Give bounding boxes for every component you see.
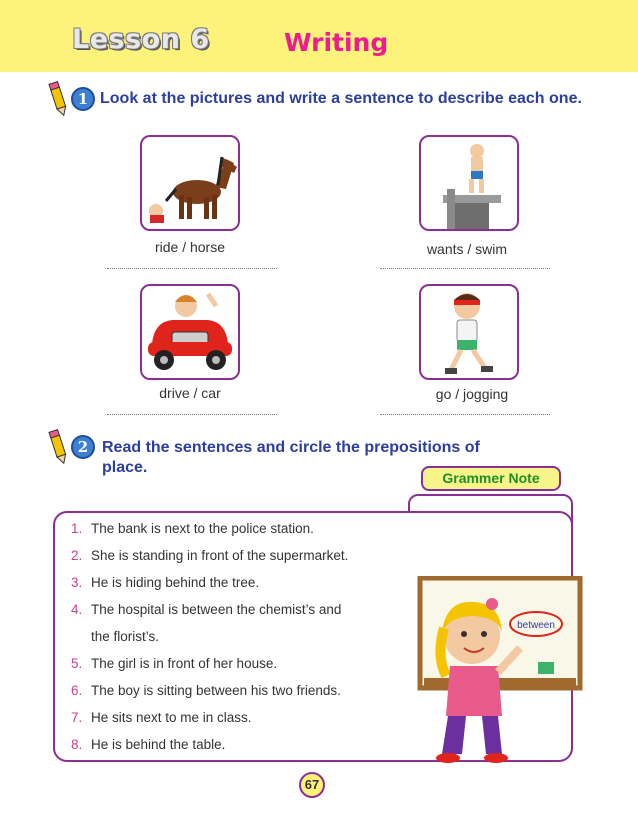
exercise-1-instruction: Look at the pictures and write a sentence to describe each one. <box>100 90 582 107</box>
pencil-icon <box>48 80 70 118</box>
exercise-2-number: 2 <box>71 435 95 459</box>
picture-jogging <box>419 284 519 380</box>
jogger-illustration <box>421 286 517 378</box>
board-word: between <box>517 620 555 631</box>
picture-horse <box>140 135 240 231</box>
grammar-note-title: Grammer Note <box>421 466 561 491</box>
sentence-number: 5. <box>71 656 83 671</box>
sentence-number: 3. <box>71 575 83 590</box>
section-title: Writing <box>284 28 389 57</box>
caption-drive-car: drive / car <box>159 385 221 401</box>
page-number: 67 <box>299 772 325 798</box>
sentence-number: 6. <box>71 683 83 698</box>
answer-line-2[interactable] <box>380 268 550 269</box>
sentence-4[interactable] <box>71 602 341 622</box>
exercise-2-instruction-line1: Read the sentences and circle the prepositions of <box>102 439 480 456</box>
sentence-3[interactable] <box>71 575 259 595</box>
picture-car <box>140 284 240 380</box>
answer-line-3[interactable] <box>107 414 277 415</box>
sentence-text: He sits next to me in class. <box>91 710 252 725</box>
sentence-text: The bank is next to the police station. <box>91 521 314 536</box>
sentence-5[interactable] <box>71 656 277 676</box>
sentence-number: 2. <box>71 548 83 563</box>
picture-swim <box>419 135 519 231</box>
sentence-number: 8. <box>71 737 83 752</box>
sentence-text: He is hiding behind the tree. <box>91 575 260 590</box>
caption-go-jogging: go / jogging <box>435 386 509 402</box>
pencil-icon <box>48 428 70 466</box>
sentence-6[interactable] <box>71 683 341 703</box>
sentence-text: The hospital is between the chemist’s and <box>91 602 342 617</box>
sentence-7[interactable] <box>71 710 252 730</box>
sentence-8[interactable] <box>71 737 225 757</box>
teacher-board-illustration <box>402 576 584 766</box>
sentence-4-continued[interactable] <box>71 629 159 649</box>
caption-ride-horse: ride / horse <box>154 239 226 255</box>
answer-line-4[interactable] <box>380 414 550 415</box>
exercise-1-number: 1 <box>71 87 95 111</box>
lesson-title: Lesson 6 <box>72 24 210 55</box>
sentence-text: The girl is in front of her house. <box>91 656 278 671</box>
sentence-1[interactable] <box>71 521 314 541</box>
horse-illustration <box>142 137 238 229</box>
sentence-number: 4. <box>71 602 83 617</box>
sentence-text: She is standing in front of the supermarket. <box>91 548 349 563</box>
car-illustration <box>142 286 238 378</box>
sentence-text: The boy is sitting between his two friends. <box>91 683 341 698</box>
sentence-number: 7. <box>71 710 83 725</box>
swimmer-illustration <box>421 137 517 229</box>
sentence-text: He is behind the table. <box>91 737 226 752</box>
exercise-2-instruction-line2: place. <box>102 459 148 476</box>
caption-wants-swim: wants / swim <box>426 241 508 257</box>
page-header <box>0 0 638 72</box>
sentence-number: 1. <box>71 521 83 536</box>
sentence-2[interactable] <box>71 548 348 568</box>
answer-line-1[interactable] <box>107 268 277 269</box>
sentence-text: the florist’s. <box>91 629 160 644</box>
